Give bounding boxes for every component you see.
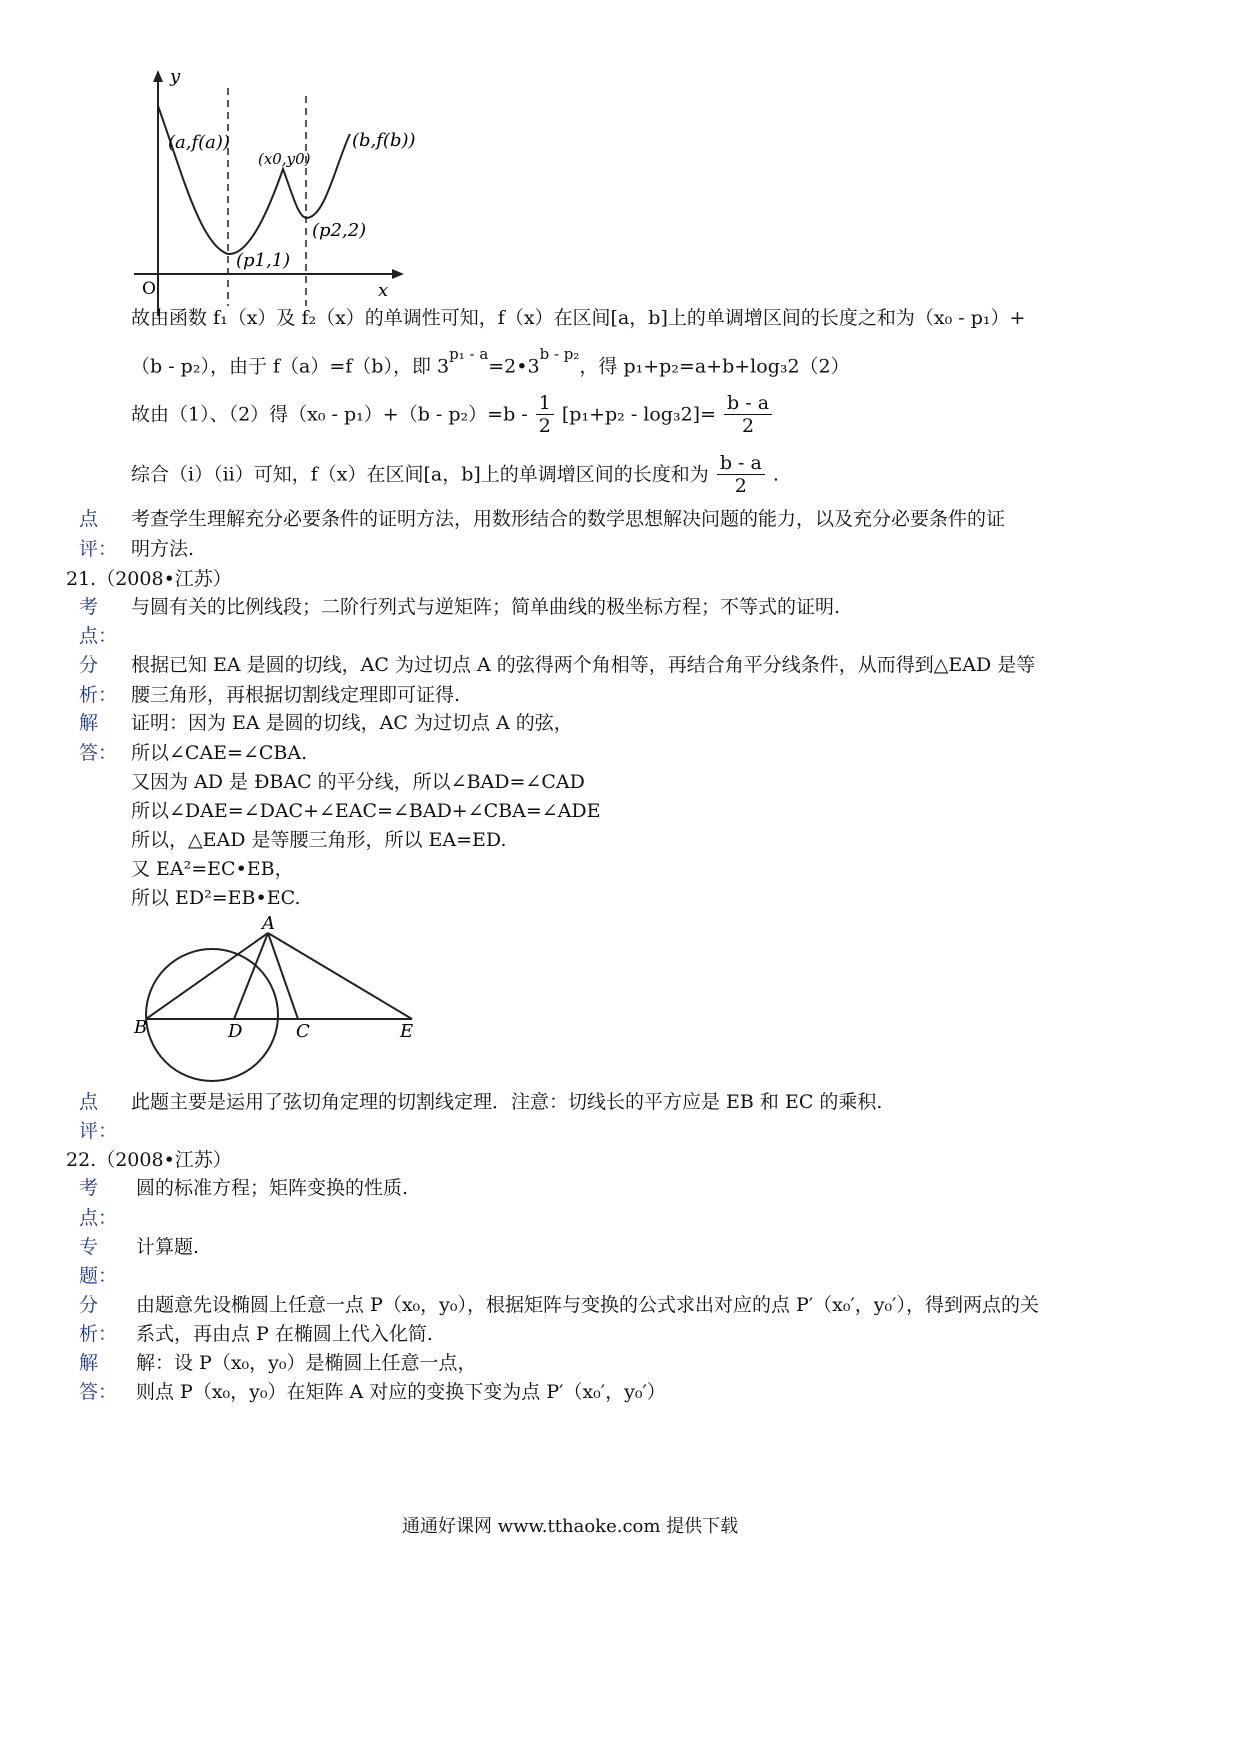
kaodian-text: 与圆有关的比例线段；二阶行列式与逆矩阵；简单曲线的极坐标方程；不等式的证明. bbox=[131, 596, 841, 618]
point-label-B: B bbox=[134, 1017, 148, 1038]
circle-figure bbox=[130, 915, 430, 1085]
comment-text: 考查学生理解充分必要条件的证明方法，用数形结合的数学思想解决问题的能力，以及充分必要条件的证 bbox=[131, 508, 1006, 530]
label-x0-y0: (x0,y0) bbox=[258, 150, 311, 168]
jieda-text: 解：设 P（x₀，y₀）是椭圆上任意一点， bbox=[136, 1352, 477, 1374]
zhuanti-label: 题： bbox=[79, 1265, 118, 1287]
kaodian-text: 圆的标准方程；矩阵变换的性质. bbox=[136, 1177, 409, 1199]
point-label-C: C bbox=[296, 1021, 310, 1042]
comment-label: 点 bbox=[79, 508, 99, 530]
fenxi-label: 析： bbox=[79, 684, 118, 706]
page-footer: 通通好课网 www.tthaoke.com 提供下载 bbox=[402, 1516, 739, 1537]
solution-line-1: 故由函数 f₁（x）及 f₂（x）的单调性可知，f（x）在区间[a，b]上的单调增区间的长度之和为（x₀ - p₁）+ bbox=[131, 307, 1026, 329]
comment-text: 明方法. bbox=[131, 538, 195, 560]
segment-AC bbox=[268, 933, 298, 1019]
jieda-line: 又因为 AD 是 ÐBAC 的平分线，所以∠BAD=∠CAD bbox=[131, 771, 585, 793]
comment-label: 评： bbox=[79, 538, 118, 560]
solution-line-2-a: （b - p₂），由于 f（a）=f（b），即 3 bbox=[131, 355, 450, 378]
x-axis-arrow bbox=[392, 269, 404, 279]
question-21-header: 21.（2008•江苏） bbox=[66, 568, 232, 590]
fraction-one-half bbox=[536, 392, 554, 437]
fraction-b-minus-a bbox=[724, 392, 772, 437]
comment-label: 评： bbox=[79, 1120, 118, 1142]
solution-line-2-mid: =2•3 bbox=[488, 355, 540, 378]
label-a-fa: (a,f(a)) bbox=[168, 132, 230, 153]
fraction-denominator: 2 bbox=[734, 475, 747, 497]
solution-line-3-a: 故由（1）、（2）得（x₀ - p₁）+（b - p₂）=b - bbox=[131, 403, 528, 426]
fenxi-text: 腰三角形，再根据切割线定理即可证得. bbox=[131, 684, 461, 706]
jieda-label: 答： bbox=[79, 1381, 118, 1403]
solution-line-2 bbox=[131, 345, 850, 378]
solution-line-4-a: 综合（i）（ii）可知，f（x）在区间[a，b]上的单调增区间的长度和为 bbox=[131, 463, 709, 486]
solution-line-3 bbox=[131, 392, 774, 437]
kaodian-label: 考 bbox=[79, 1177, 99, 1199]
y-axis-arrow bbox=[153, 70, 163, 82]
kaodian-label: 考 bbox=[79, 596, 99, 618]
origin-label: O bbox=[142, 279, 156, 299]
segment-AB bbox=[146, 933, 268, 1019]
jieda-line: 又 EA²=EC•EB， bbox=[131, 858, 294, 880]
x-axis-label: x bbox=[378, 280, 389, 301]
fraction-b-minus-a bbox=[717, 452, 765, 497]
jieda-label: 答： bbox=[79, 742, 118, 764]
y-axis-label: y bbox=[170, 66, 181, 87]
fraction-numerator: 1 bbox=[536, 392, 554, 415]
jieda-line: 所以∠CAE=∠CBA. bbox=[131, 742, 308, 764]
jieda-label: 解 bbox=[79, 1352, 99, 1374]
label-p2: (p2,2) bbox=[312, 220, 367, 241]
fraction-numerator: b - a bbox=[717, 452, 765, 475]
fenxi-label: 分 bbox=[79, 654, 99, 676]
jieda-line: 所以 ED²=EB•EC. bbox=[131, 887, 301, 909]
solution-line-4 bbox=[131, 452, 779, 497]
fenxi-label: 析： bbox=[79, 1323, 118, 1345]
jieda-line: 证明：因为 EA 是圆的切线，AC 为过切点 A 的弦， bbox=[131, 712, 573, 734]
fraction-denominator: 2 bbox=[742, 415, 755, 437]
fenxi-text: 根据已知 EA 是圆的切线，AC 为过切点 A 的弦得两个角相等，再结合角平分线条件，从而得到△EAD 是等 bbox=[131, 654, 1036, 676]
kaodian-label: 点： bbox=[79, 1207, 118, 1229]
comment-text: 此题主要是运用了弦切角定理的切割线定理．注意：切线长的平方应是 EB 和 EC 的乘积. bbox=[131, 1091, 883, 1113]
fraction-numerator: b - a bbox=[724, 392, 772, 415]
fenxi-text: 由题意先设椭圆上任意一点 P（x₀，y₀），根据矩阵与变换的公式求出对应的点 P′（x₀′，y₀′），得到两点的关 bbox=[136, 1294, 1039, 1316]
question-22-header: 22.（2008•江苏） bbox=[66, 1149, 232, 1171]
function-graph bbox=[130, 66, 470, 336]
circle bbox=[146, 949, 278, 1081]
fenxi-label: 分 bbox=[79, 1294, 99, 1316]
point-label-D: D bbox=[228, 1021, 243, 1042]
segment-AE bbox=[268, 933, 412, 1019]
jieda-label: 解 bbox=[79, 712, 99, 734]
solution-line-4-b: . bbox=[772, 463, 779, 486]
jieda-text: 则点 P（x₀，y₀）在矩阵 A 对应的变换下变为点 P′（x₀′，y₀′） bbox=[136, 1381, 666, 1403]
label-b-fb: (b,f(b)) bbox=[352, 130, 416, 151]
solution-line-3-b: [p₁+p₂ - log₃2]= bbox=[561, 403, 716, 426]
comment-label: 点 bbox=[79, 1091, 99, 1113]
exponent-2: b - p₂ bbox=[539, 345, 580, 363]
point-label-E: E bbox=[400, 1021, 414, 1042]
point-label-A: A bbox=[262, 915, 275, 934]
label-p1: (p1,1) bbox=[236, 250, 291, 271]
fraction-denominator: 2 bbox=[538, 415, 551, 437]
zhuanti-label: 专 bbox=[79, 1236, 99, 1258]
kaodian-label: 点： bbox=[79, 625, 118, 647]
fenxi-text: 系式，再由点 P 在椭圆上代入化简. bbox=[136, 1323, 433, 1345]
solution-line-2-b: ，得 p₁+p₂=a+b+log₃2（2） bbox=[579, 355, 850, 378]
jieda-line: 所以∠DAE=∠DAC+∠EAC=∠BAD+∠CBA=∠ADE bbox=[131, 800, 601, 822]
jieda-line: 所以，△EAD 是等腰三角形，所以 EA=ED. bbox=[131, 829, 507, 851]
zhuanti-text: 计算题. bbox=[136, 1236, 200, 1258]
exponent-1: p₁ - a bbox=[449, 345, 489, 363]
